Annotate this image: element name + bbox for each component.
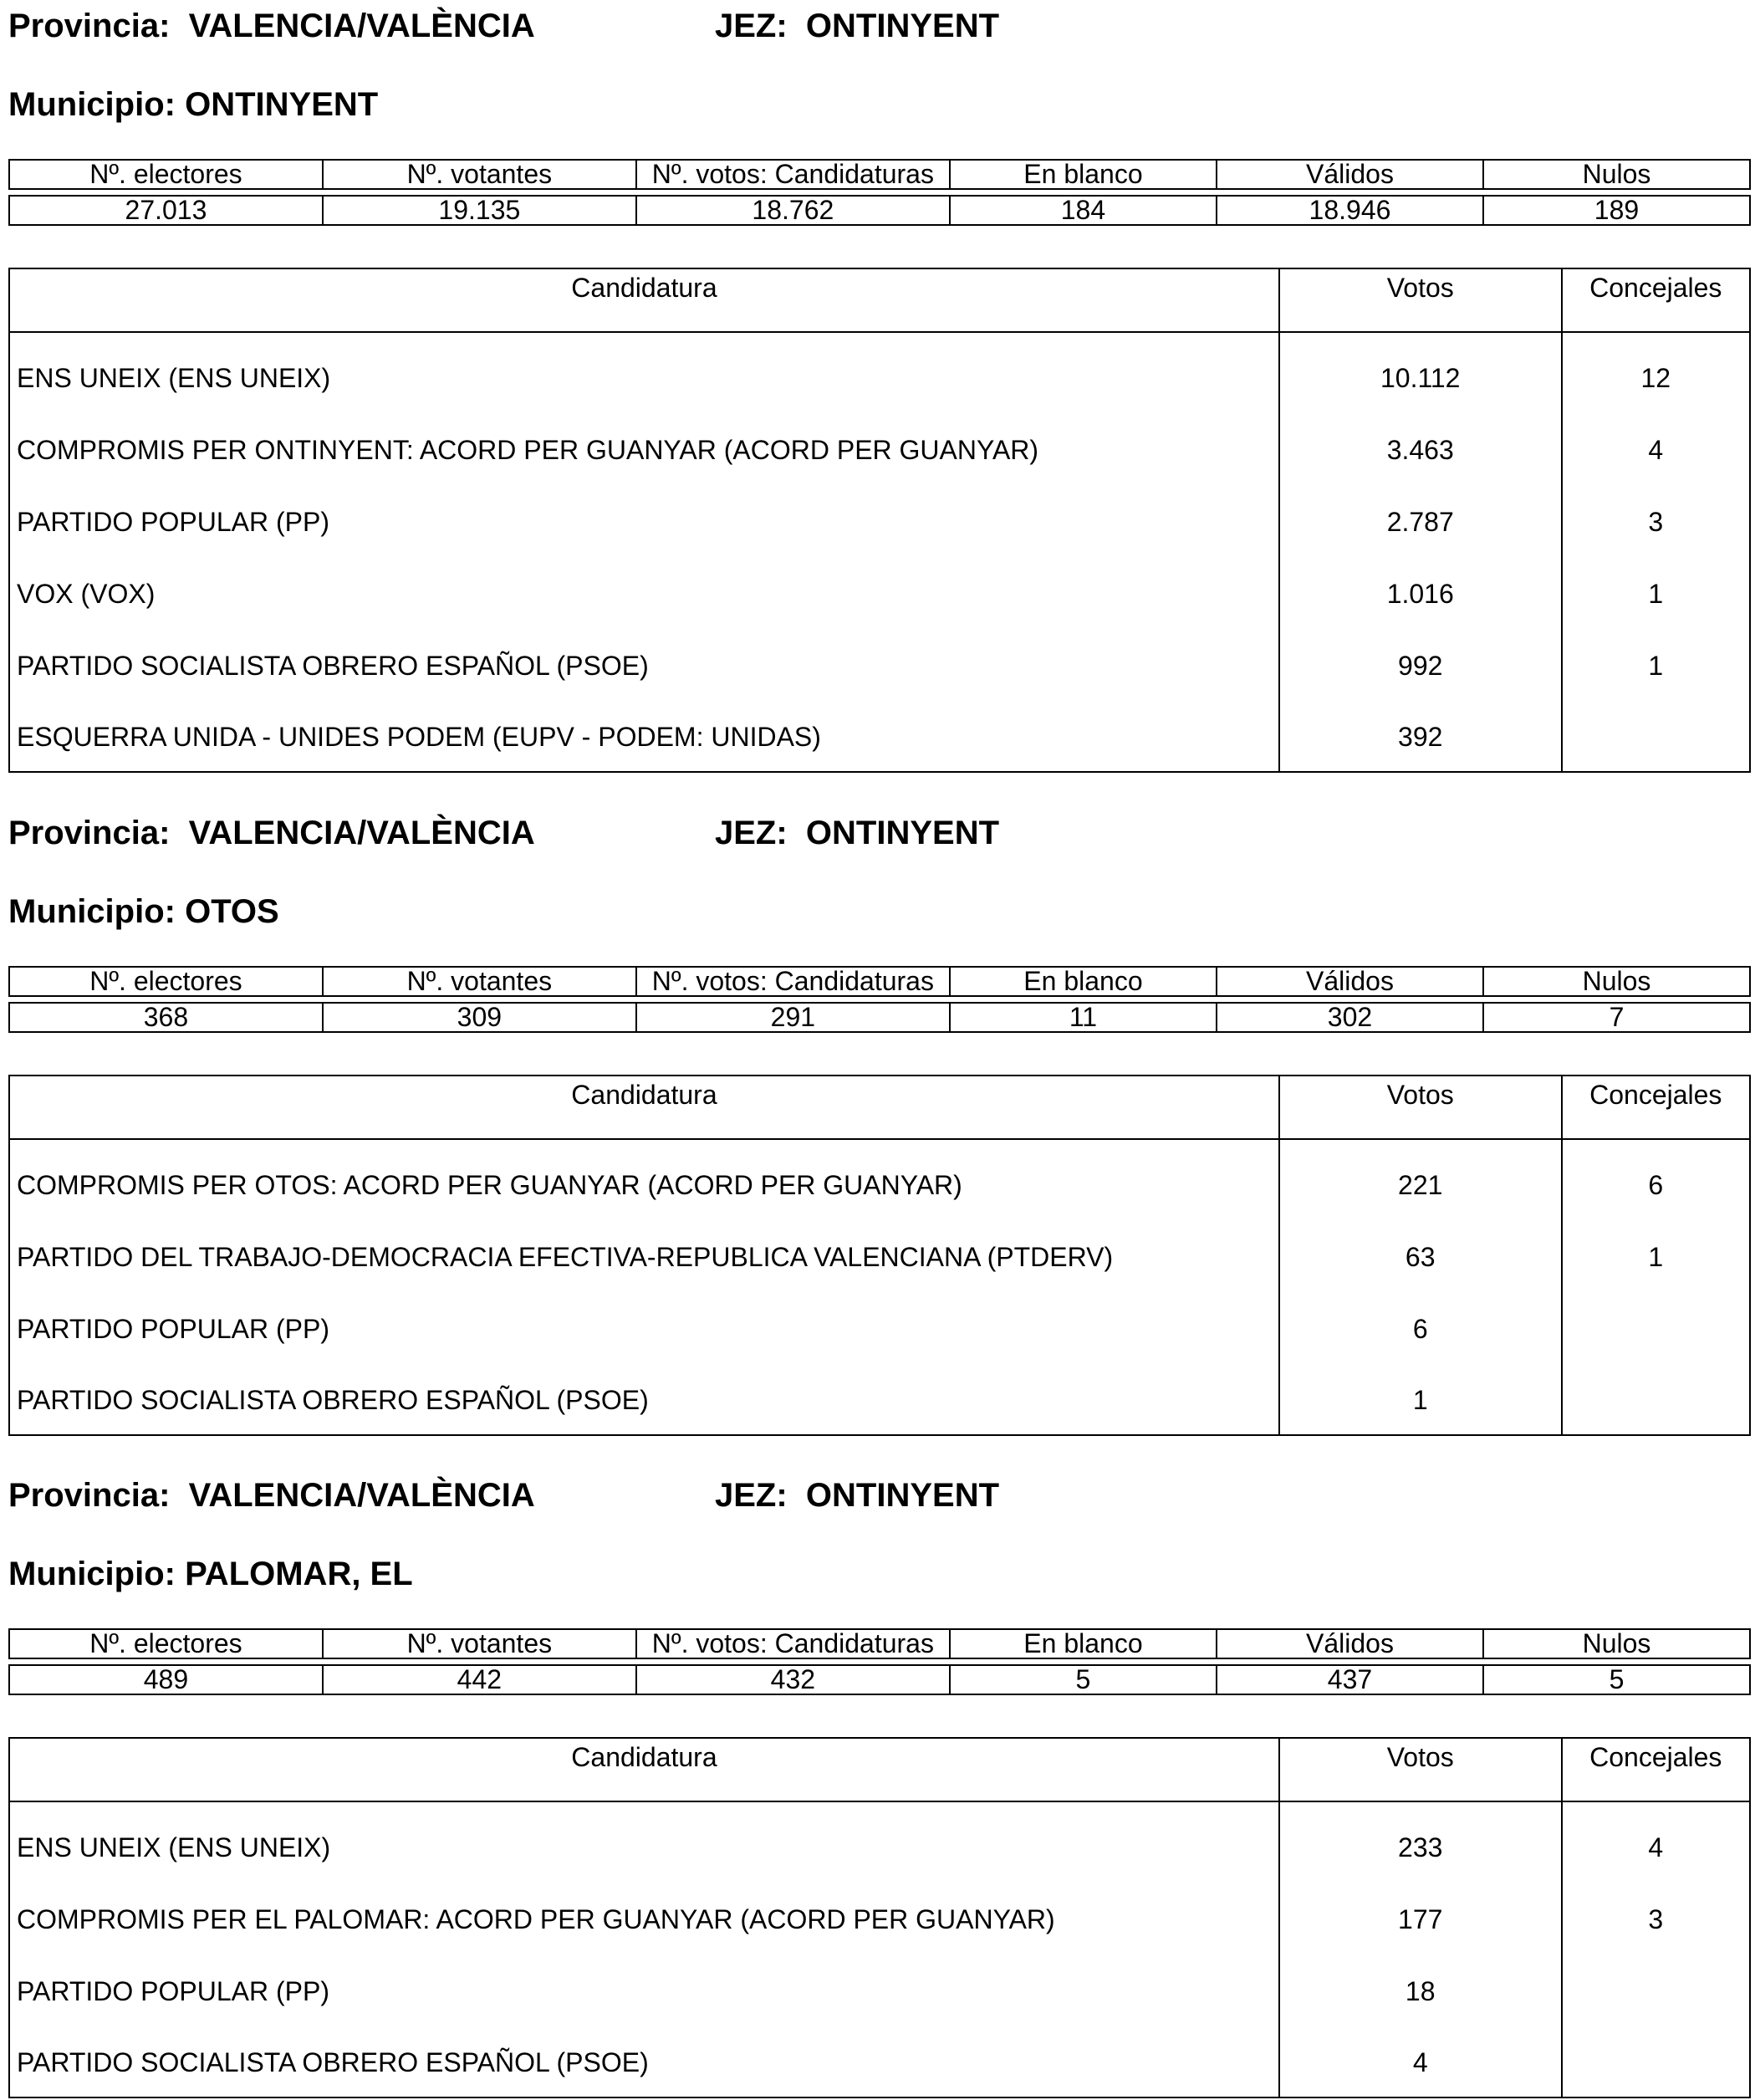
candidate-name: COMPROMIS PER ONTINYENT: ACORD PER GUANYAR (ACORD PER GUANYAR) [9, 412, 1279, 484]
stats-value-cell: 302 [1217, 1003, 1483, 1032]
stats-value-cell: 437 [1217, 1665, 1483, 1694]
candidate-row [9, 700, 1750, 772]
stats-header-cell: En blanco [950, 967, 1217, 996]
stats-header-cell: Nulos [1483, 1629, 1750, 1658]
stats-header-cell: Válidos [1217, 967, 1483, 996]
jez-value: ONTINYENT [805, 815, 1000, 851]
municipio-value: PALOMAR, EL [185, 1556, 413, 1592]
stats-header-cell: Nº. electores [9, 160, 323, 189]
stats-value-cell: 19.135 [323, 196, 636, 225]
candidate-row [9, 556, 1750, 628]
concejales-header: Concejales [1562, 1076, 1750, 1139]
stats-value-cell: 184 [950, 196, 1217, 225]
municipio-heading [8, 84, 378, 125]
candidate-row [9, 1219, 1750, 1291]
candidate-name: PARTIDO SOCIALISTA OBRERO ESPAÑOL (PSOE) [9, 1363, 1279, 1435]
candidate-votes: 6 [1279, 1291, 1562, 1363]
candidate-concejales: 4 [1562, 412, 1750, 484]
stats-value-cell: 5 [950, 1665, 1217, 1694]
candidate-concejales: 1 [1562, 556, 1750, 628]
candidates-table [8, 268, 1751, 773]
candidates-header-row [9, 1738, 1750, 1801]
stats-header-cell: Nº. votantes [323, 160, 636, 189]
candidate-votes: 233 [1279, 1801, 1562, 1882]
stats-value-cell: 489 [9, 1665, 323, 1694]
candidate-votes: 2.787 [1279, 484, 1562, 556]
candidate-concejales: 12 [1562, 332, 1750, 412]
provincia-label: Provincia: [8, 8, 171, 44]
candidate-votes: 63 [1279, 1219, 1562, 1291]
candidate-name: ESQUERRA UNIDA - UNIDES PODEM (EUPV - PODEM: UNIDAS) [9, 700, 1279, 772]
stats-header-cell: Válidos [1217, 160, 1483, 189]
stats-header-row [9, 1629, 1750, 1658]
stats-value-cell: 7 [1483, 1003, 1750, 1032]
concejales-header: Concejales [1562, 268, 1750, 332]
candidate-row [9, 1139, 1750, 1219]
jez-label: JEZ: [715, 1477, 788, 1514]
candidate-name: PARTIDO POPULAR (PP) [9, 1291, 1279, 1363]
candidate-concejales [1562, 2026, 1750, 2097]
candidate-name: COMPROMIS PER EL PALOMAR: ACORD PER GUANYAR (ACORD PER GUANYAR) [9, 1882, 1279, 1954]
stats-header-cell: Nº. electores [9, 1629, 323, 1658]
provincia-value: VALENCIA/VALÈNCIA [188, 815, 535, 851]
jez-heading [715, 6, 999, 46]
stats-table [8, 966, 1751, 1033]
candidate-votes: 177 [1279, 1882, 1562, 1954]
stats-header-cell: Nº. electores [9, 967, 323, 996]
candidate-votes: 10.112 [1279, 332, 1562, 412]
municipio-heading [8, 1554, 413, 1594]
candidate-name: PARTIDO POPULAR (PP) [9, 1954, 1279, 2026]
stats-value-cell: 189 [1483, 196, 1750, 225]
candidatura-header: Candidatura [9, 268, 1279, 332]
candidate-concejales [1562, 1291, 1750, 1363]
stats-value-cell: 442 [323, 1665, 636, 1694]
candidate-votes: 392 [1279, 700, 1562, 772]
stats-header-cell: Nulos [1483, 967, 1750, 996]
jez-value: ONTINYENT [805, 8, 1000, 44]
stats-value-cell: 5 [1483, 1665, 1750, 1694]
municipio-value: ONTINYENT [185, 86, 379, 123]
provincia-heading [8, 6, 535, 46]
candidate-name: ENS UNEIX (ENS UNEIX) [9, 332, 1279, 412]
jez-label: JEZ: [715, 8, 788, 44]
candidate-votes: 221 [1279, 1139, 1562, 1219]
stats-header-cell: Nº. votantes [323, 1629, 636, 1658]
stats-value-cell: 368 [9, 1003, 323, 1032]
stats-header-cell: En blanco [950, 160, 1217, 189]
candidate-concejales: 3 [1562, 1882, 1750, 1954]
candidate-concejales: 3 [1562, 484, 1750, 556]
candidate-name: PARTIDO DEL TRABAJO-DEMOCRACIA EFECTIVA-REPUBLICA VALENCIANA (PTDERV) [9, 1219, 1279, 1291]
provincia-label: Provincia: [8, 1477, 171, 1514]
provincia-label: Provincia: [8, 815, 171, 851]
candidate-concejales: 1 [1562, 628, 1750, 700]
candidate-concejales: 4 [1562, 1801, 1750, 1882]
candidate-concejales: 1 [1562, 1219, 1750, 1291]
candidate-name: ENS UNEIX (ENS UNEIX) [9, 1801, 1279, 1882]
concejales-header: Concejales [1562, 1738, 1750, 1801]
candidate-row [9, 1291, 1750, 1363]
jez-label: JEZ: [715, 815, 788, 851]
candidate-row [9, 1363, 1750, 1435]
candidate-concejales [1562, 1363, 1750, 1435]
candidates-header-row [9, 268, 1750, 332]
stats-value-cell: 27.013 [9, 196, 323, 225]
votos-header: Votos [1279, 1076, 1562, 1139]
candidatura-header: Candidatura [9, 1738, 1279, 1801]
stats-header-cell: Nº. votantes [323, 967, 636, 996]
stats-header-cell: En blanco [950, 1629, 1217, 1658]
candidate-row [9, 2026, 1750, 2097]
municipio-label: Municipio: [8, 86, 176, 123]
stats-header-cell: Nulos [1483, 160, 1750, 189]
provincia-heading [8, 813, 535, 853]
votos-header: Votos [1279, 1738, 1562, 1801]
municipio-value: OTOS [185, 893, 279, 930]
candidates-table [8, 1075, 1751, 1436]
provincia-value: VALENCIA/VALÈNCIA [188, 1477, 535, 1514]
stats-value-row [9, 196, 1750, 225]
candidate-name: VOX (VOX) [9, 556, 1279, 628]
candidate-concejales [1562, 1954, 1750, 2026]
candidate-votes: 1 [1279, 1363, 1562, 1435]
candidate-row [9, 412, 1750, 484]
candidate-row [9, 628, 1750, 700]
stats-header-cell: Válidos [1217, 1629, 1483, 1658]
stats-value-cell: 291 [636, 1003, 950, 1032]
candidate-votes: 3.463 [1279, 412, 1562, 484]
candidates-table [8, 1737, 1751, 2098]
candidate-name: COMPROMIS PER OTOS: ACORD PER GUANYAR (ACORD PER GUANYAR) [9, 1139, 1279, 1219]
stats-header-row [9, 967, 1750, 996]
candidate-votes: 992 [1279, 628, 1562, 700]
votos-header: Votos [1279, 268, 1562, 332]
stats-value-row [9, 1665, 1750, 1694]
stats-value-cell: 18.762 [636, 196, 950, 225]
jez-heading [715, 813, 999, 853]
stats-header-row [9, 160, 1750, 189]
candidate-name: PARTIDO SOCIALISTA OBRERO ESPAÑOL (PSOE) [9, 628, 1279, 700]
stats-value-cell: 18.946 [1217, 196, 1483, 225]
stats-table [8, 159, 1751, 226]
candidates-header-row [9, 1076, 1750, 1139]
provincia-value: VALENCIA/VALÈNCIA [188, 8, 535, 44]
stats-header-cell: Nº. votos: Candidaturas [636, 967, 950, 996]
stats-value-cell: 309 [323, 1003, 636, 1032]
municipio-label: Municipio: [8, 893, 176, 930]
candidate-votes: 4 [1279, 2026, 1562, 2097]
candidate-row [9, 1882, 1750, 1954]
candidate-concejales: 6 [1562, 1139, 1750, 1219]
candidate-votes: 1.016 [1279, 556, 1562, 628]
municipio-heading [8, 892, 279, 932]
candidate-row [9, 1954, 1750, 2026]
jez-heading [715, 1475, 999, 1515]
municipio-label: Municipio: [8, 1556, 176, 1592]
stats-value-cell: 11 [950, 1003, 1217, 1032]
candidate-row [9, 332, 1750, 412]
jez-value: ONTINYENT [805, 1477, 1000, 1514]
stats-header-cell: Nº. votos: Candidaturas [636, 1629, 950, 1658]
candidate-votes: 18 [1279, 1954, 1562, 2026]
stats-table [8, 1628, 1751, 1695]
stats-value-cell: 432 [636, 1665, 950, 1694]
stats-value-row [9, 1003, 1750, 1032]
candidate-row [9, 1801, 1750, 1882]
stats-header-cell: Nº. votos: Candidaturas [636, 160, 950, 189]
candidatura-header: Candidatura [9, 1076, 1279, 1139]
candidate-name: PARTIDO SOCIALISTA OBRERO ESPAÑOL (PSOE) [9, 2026, 1279, 2097]
provincia-heading [8, 1475, 535, 1515]
candidate-concejales [1562, 700, 1750, 772]
candidate-row [9, 484, 1750, 556]
candidate-name: PARTIDO POPULAR (PP) [9, 484, 1279, 556]
